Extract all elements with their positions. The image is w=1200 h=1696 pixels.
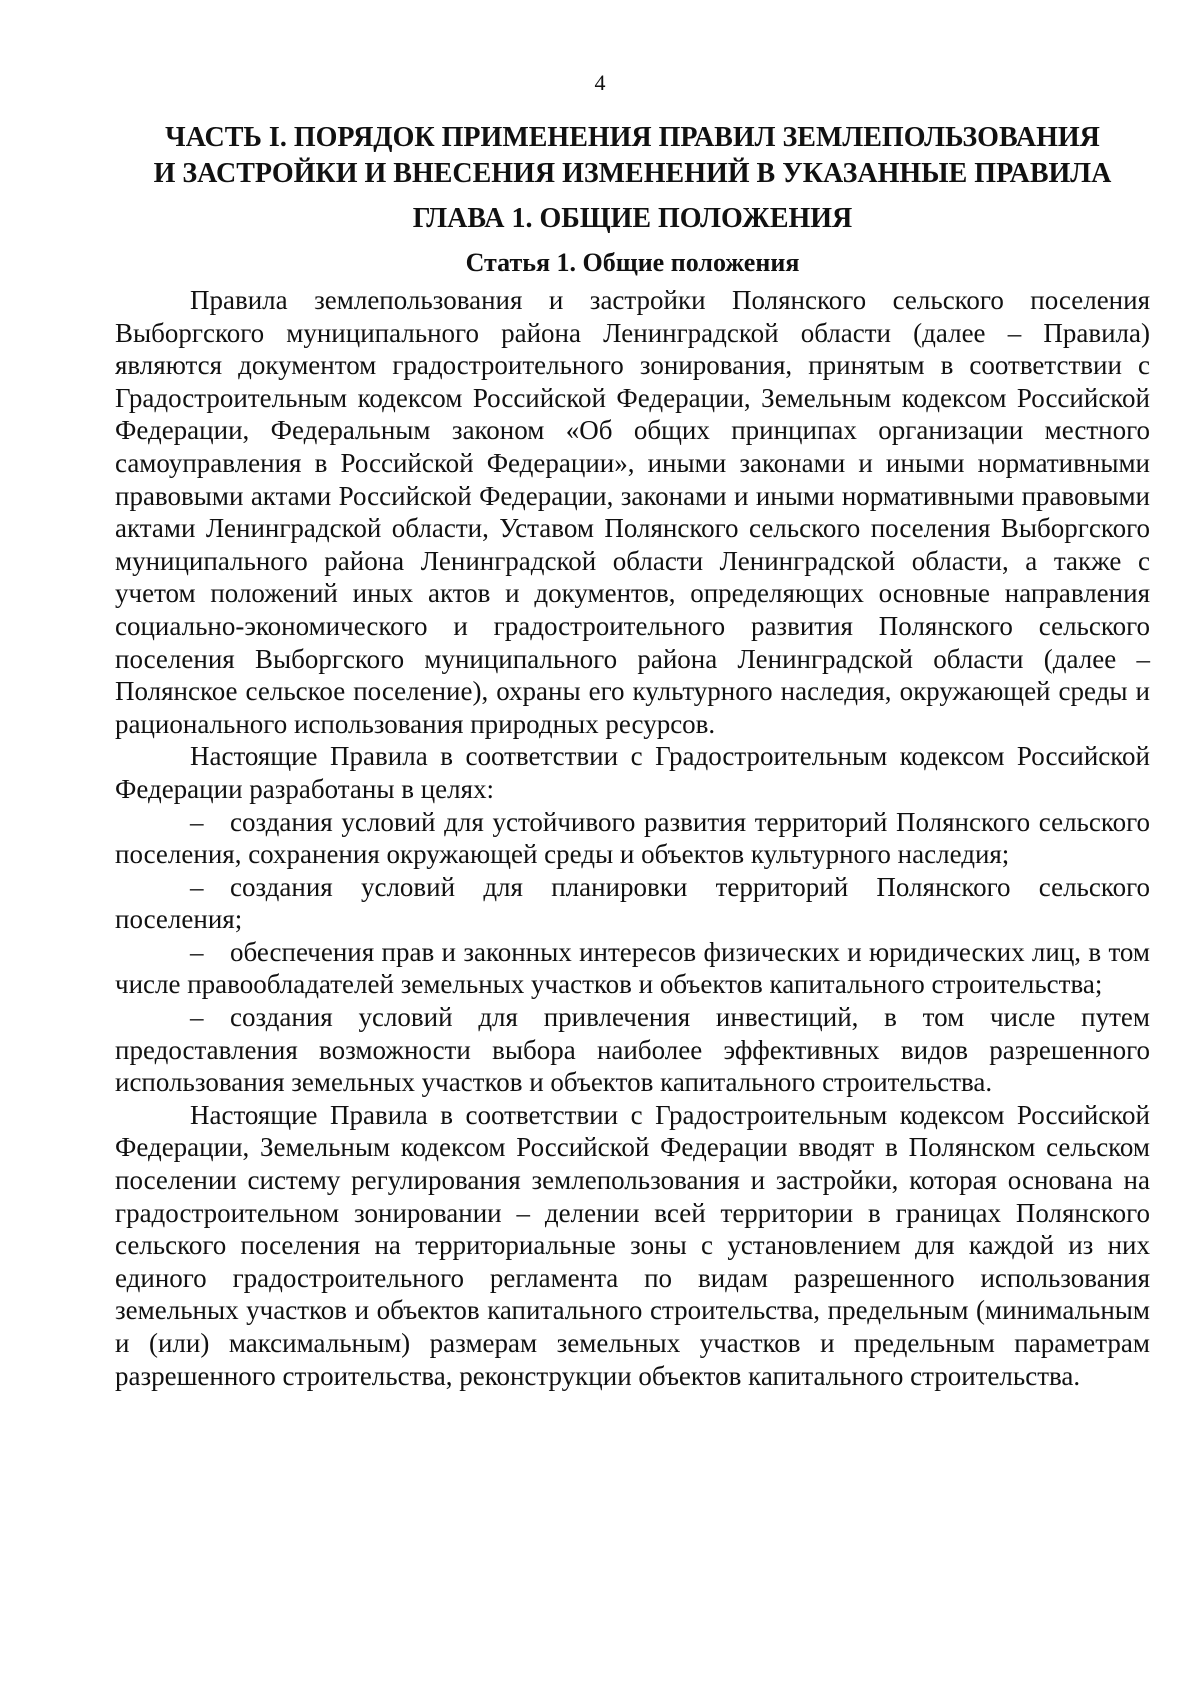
list-item — [115, 936, 1150, 1001]
list-item — [115, 871, 1150, 936]
list-item-text: создания условий для устойчивого развития территорий Полянского сельского поселения, сохранения окружающей среды и объектов культурного наследия; — [115, 806, 1150, 870]
chapter-title: ГЛАВА 1. ОБЩИЕ ПОЛОЖЕНИЯ — [412, 203, 853, 234]
article-title: Статья 1. Общие положения — [465, 248, 800, 277]
paragraph-general-provisions: Правила землепользования и застройки Полянского сельского поселения Выборгского муниципального района Ленинградской области (далее – Правила) являются документом градостроительного зонирования, принятым в соответствии с Градостроительным кодексом Российской Федерации, Земельным кодексом Российской Федерации, Федеральным законом «Об общих принципах организации местного самоуправления в Российской Федерации», иными законами и иными нормативными правовыми актами Российской Федерации, законами и иными нормативными правовыми актами Ленинградской области, Уставом Полянского сельского поселения Выборгского муниципального района Ленинградской области Ленинградской области, а также с учетом положений иных актов и документов, определяющих основные направления социально-экономического и градостроительного развития Полянского сельского поселения Выборгского муниципального района Ленинградской области (далее – Полянское сельское поселение), охраны его культурного наследия, окружающей среды и рационального использования природных ресурсов. — [115, 285, 1150, 739]
list-item-text: обеспечения прав и законных интересов физических и юридических лиц, в том числе правообладателей земельных участков и объектов капитального строительства; — [115, 936, 1150, 1000]
list-dash: – — [190, 936, 204, 967]
list-item — [115, 806, 1150, 871]
list-item — [115, 1001, 1150, 1099]
list-item-text: создания условий для привлечения инвестиций, в том числе путем предоставления возможности выбора наиболее эффективных видов разрешенного использования земельных участков и объектов капитального строительства. — [115, 1002, 1150, 1098]
list-dash: – — [190, 1002, 204, 1033]
paragraph-purposes-intro: Настоящие Правила в соответствии с Градостроительным кодексом Российской Федерации разработаны в целях: — [115, 741, 1150, 804]
list-dash: – — [190, 871, 204, 902]
page-number: 4 — [594, 70, 606, 95]
part-title-line-2: И ЗАСТРОЙКИ И ВНЕСЕНИЯ ИЗМЕНЕНИЙ В УКАЗАННЫЕ ПРАВИЛА — [153, 158, 1112, 189]
list-item-text: создания условий для планировки территорий Полянского сельского поселения; — [115, 871, 1150, 935]
paragraph-zoning-system: Настоящие Правила в соответствии с Градостроительным кодексом Российской Федерации, Земельным кодексом Российской Федерации вводят в Полянском сельском поселении систему регулирования землепользования и застройки, которая основана на градостроительном зонировании – делении всей территории в границах Полянского сельского поселения на территориальные зоны с установлением для каждой из них единого градостроительного регламента по видам разрешенного использования земельных участков и объектов капитального строительства, предельным (минимальным и (или) максимальным) размерам земельных участков и предельным параметрам разрешенного строительства, реконструкции объектов капитального строительства. — [115, 1099, 1150, 1391]
part-title — [115, 120, 1150, 192]
list-dash: – — [190, 806, 204, 837]
page-content — [115, 120, 1150, 1392]
part-title-line-1: ЧАСТЬ I. ПОРЯДОК ПРИМЕНЕНИЯ ПРАВИЛ ЗЕМЛЕПОЛЬЗОВАНИЯ — [165, 122, 1100, 153]
